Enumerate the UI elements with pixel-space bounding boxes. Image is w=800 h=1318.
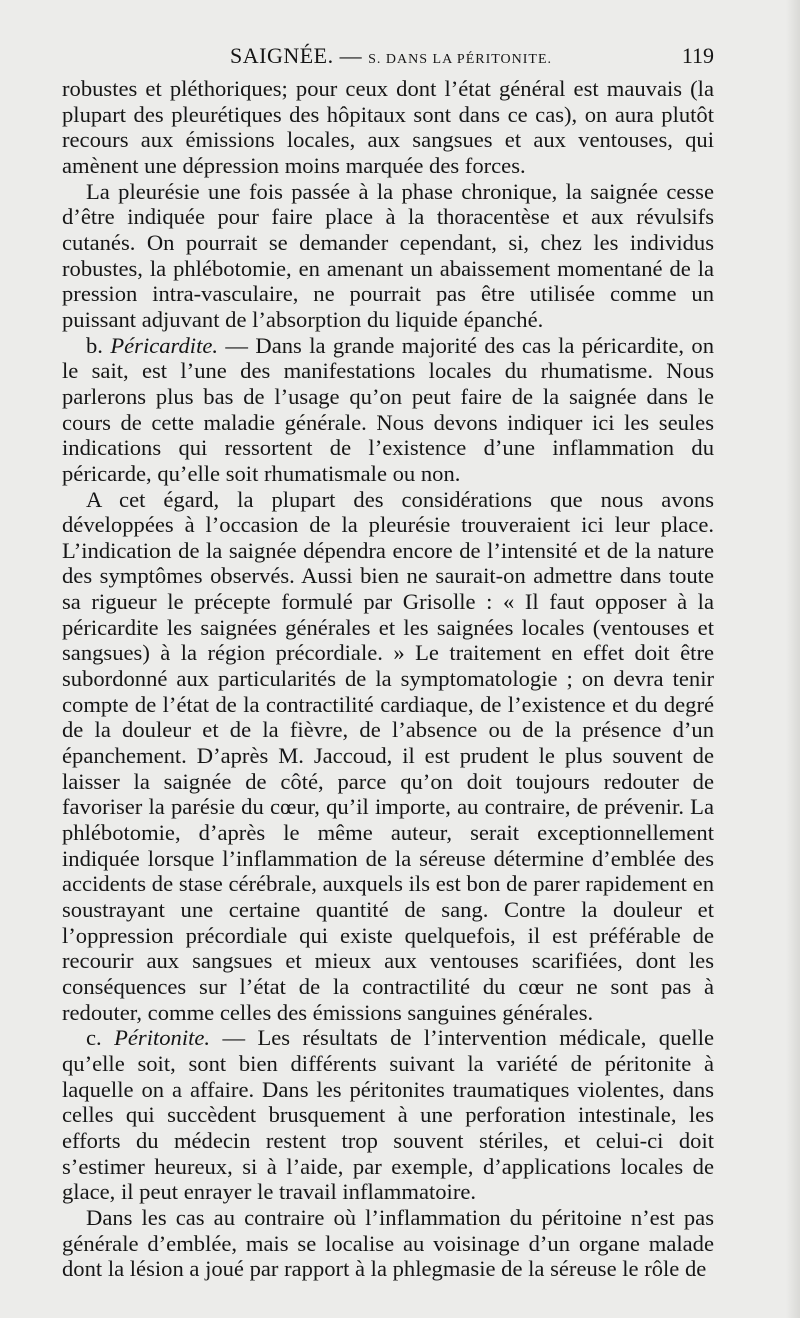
page-edge-shadow — [786, 0, 800, 1318]
section-title: S. DANS LA PÉRITONITE. — [368, 52, 553, 67]
paragraph: robustes et pléthoriques; pour ceux dont l’état général est mauvais (la plupart des pleurétiques des hôpitaux sont dans ce cas), on aura plutôt recours aux émissions locales, aux sangsues et aux ventouses, qui amènent une dépression moins marquée des forces. — [62, 76, 714, 178]
page-number: 119 — [681, 43, 714, 68]
section-heading: Péritonite. — [114, 1025, 211, 1051]
running-header — [62, 40, 714, 70]
paragraph: A cet égard, la plupart des considérations que nous avons développées à l’occasion de la pleurésie trouveraient ici leur place. L’indication de la saignée dépendra encore de l’intensité et de la nature des symptômes observés. Aussi bien ne saurait-on admettre dans toute sa rigueur le précepte formulé par Grisolle : « Il faut opposer à la péricardite les saignées générales et les saignées locales (ventouses et sangsues) à la région précordiale. » Le traitement en effet doit être subordonné aux particularités de la symptomatologie ; on devra tenir compte de l’état de la contractilité cardiaque, de l’existence et du degré de la douleur et de la fièvre, de l’absence ou de la présence d’un épanchement. D’après M. Jaccoud, il est prudent le plus souvent de laisser la saignée de côté, parce qu’on doit toujours redouter de favoriser la parésie du cœur, qu’il importe, au contraire, de prévenir. La phlébotomie, d’après le même auteur, serait exceptionnellement indiquée lorsque l’inflammation de la séreuse détermine d’emblée des accidents de stase cérébrale, auxquels ils est bon de parer rapidement en soustrayant une certaine quantité de sang. Contre la douleur et l’oppression précordiale qui existe quelquefois, il est préférable de recourir aux sangsues et mieux aux ventouses scarifiées, dont les conséquences sur l’état de la contractilité du cœur ne sont pas à redouter, comme celles des émissions sanguines générales. — [62, 486, 714, 1025]
body-text — [62, 76, 714, 1282]
running-title: SAIGNÉE. — S. DANS LA PÉRITONITE. — [230, 43, 553, 68]
section-heading: Péricardite. — [110, 332, 219, 358]
paragraph-peritonite: c. Péritonite. — Les résultats de l’intervention médicale, quelle qu’elle soit, sont bien différents suivant la variété de péritonite à laquelle on a affaire. Dans les péritonites traumatiques violentes, dans celles qui succèdent brusquement à une perforation intestinale, les efforts du médecin restent trop souvent stériles, et celui-ci doit s’estimer heureux, si à l’aide, par exemple, d’applications locales de glace, il peut enrayer le travail inflammatoire. — [62, 1025, 715, 1205]
paragraph-pericardite: b. Péricardite. — Dans la grande majorité des cas la péricardite, on le sait, est l’une des manifestations locales du rhumatisme. Nous parlerons plus bas de l’usage qu’on peut faire de la saignée dans le cours de cette maladie générale. Nous devons indiquer ici les seules indications qui ressortent de l’existence d’une inflammation du péricarde, qu’elle soit rhumatismale ou non. — [62, 332, 714, 486]
paragraph: Dans les cas au contraire où l’inflammation du péritoine n’est pas générale d’emblée, mais se localise au voisinage d’un organe malade dont la lésion a joué par rapport à la phlegmasie de la séreuse le rôle de — [62, 1204, 714, 1282]
section-label: b. — [86, 332, 111, 358]
paragraph: La pleurésie une fois passée à la phase chronique, la saignée cesse d’être indiquée pour faire place à la thoracentèse et aux révulsifs cutanés. On pourrait se demander cependant, si, chez les individus robustes, la phlébotomie, en amenant un abaissement momentané de la pression intra-vasculaire, ne pourrait pas être utilisée comme un puissant adjuvant de l’absorption du liquide épanché. — [62, 178, 714, 332]
section-label: c. — [86, 1025, 115, 1051]
